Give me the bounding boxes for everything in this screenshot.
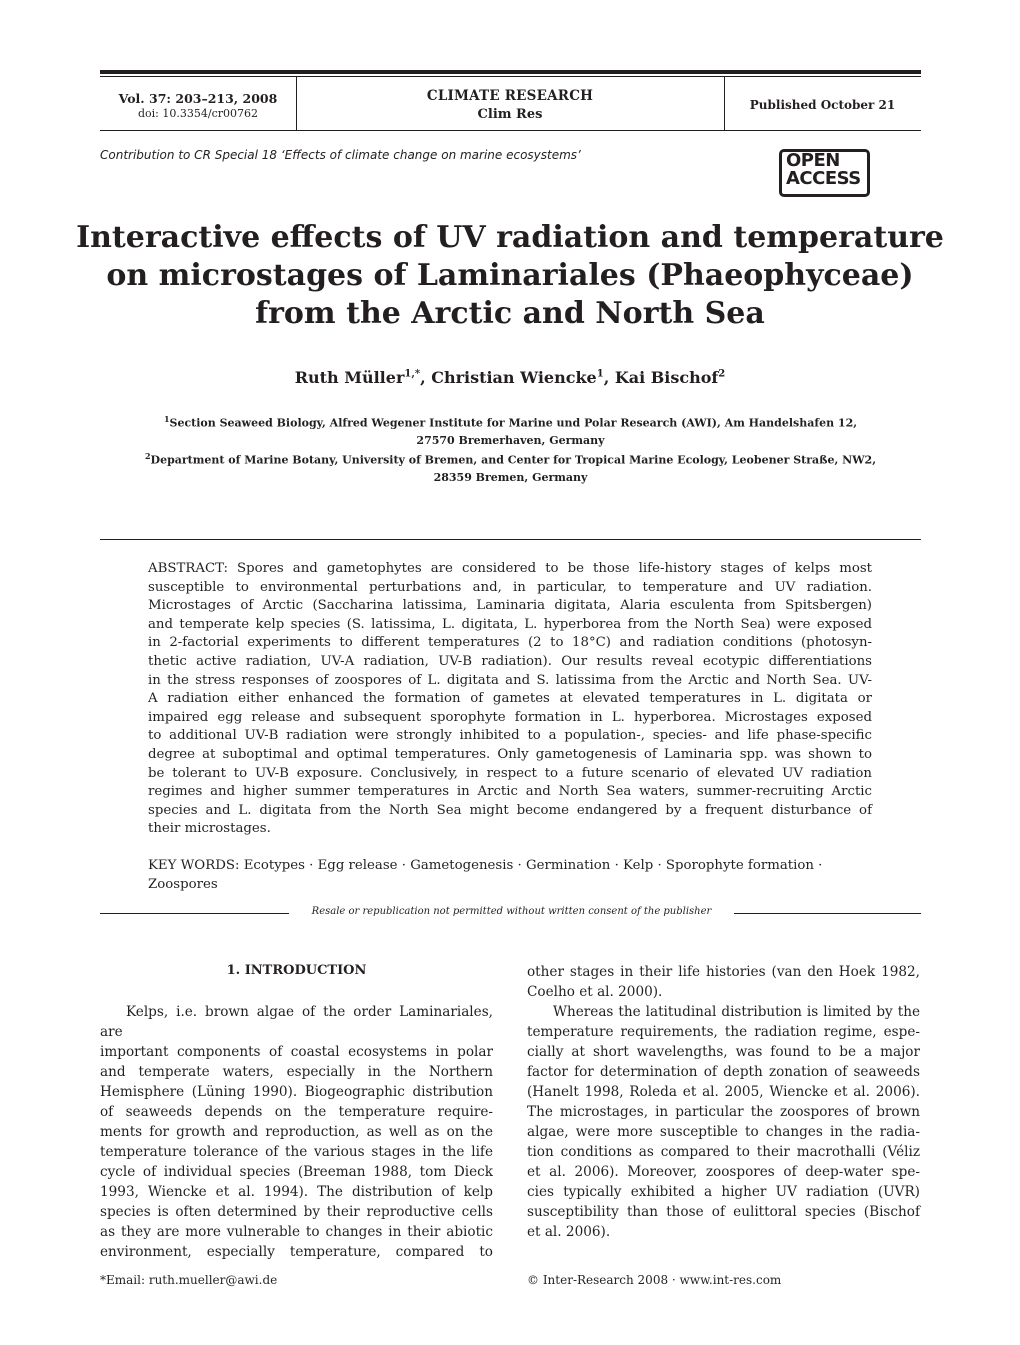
affiliation-2 xyxy=(100,448,921,486)
title-line-2: on microstages of Laminariales (Phaeophyceae) xyxy=(106,258,914,293)
body-line: ments for growth and reproduction, as well as on the xyxy=(100,1124,493,1140)
abstract-line: A radiation either enhanced the formation of gametes at elevated temperatures in L. digitata or xyxy=(148,691,872,707)
abstract-line: in the stress responses of zoospores of L. digitata and S. latissima from the Arctic and North Sea. UV- xyxy=(148,672,872,688)
body-line: Coelho et al. 2000). xyxy=(527,984,663,1000)
abstract-line: ABSTRACT: Spores and gametophytes are considered to be those life-history stages of kelps most xyxy=(148,561,872,576)
body-line: susceptibility than those of eulittoral species (Bischof xyxy=(527,1204,920,1220)
affiliation-1-line-2: 27570 Bremerhaven, Germany xyxy=(416,433,605,447)
body-line: (Hanelt 1998, Roleda et al. 2005, Wiencke et al. 2006). xyxy=(527,1084,920,1100)
body-line: algae, were more susceptible to changes in the radia- xyxy=(527,1124,920,1140)
body-line: temperature tolerance of the various stages in the life xyxy=(100,1144,493,1160)
published-date: Published October 21 xyxy=(749,98,896,112)
abstract-line: and temperate kelp species (S. latissima, L. digitata, L. hyperborea from the North Sea) were exposed xyxy=(148,616,872,632)
author-separator: , xyxy=(603,368,615,387)
title-line-3: from the Arctic and North Sea xyxy=(255,296,765,331)
body-line: cycle of individual species (Breeman 1988, tom Dieck xyxy=(100,1164,493,1180)
body-line: Whereas the latitudinal distribution is limited by the xyxy=(553,1004,920,1020)
resale-rule-left xyxy=(100,913,289,914)
affiliation-2-line-2: 28359 Bremen, Germany xyxy=(433,470,588,484)
body-line: species is often determined by their reproductive cells xyxy=(100,1204,493,1220)
abstract-line: thetic active radiation, UV-A radiation, UV-B radiation). Our results reveal ecotypic differentiations xyxy=(148,653,872,669)
author-2: Christian Wiencke xyxy=(431,368,597,387)
body-line: The microstages, in particular the zoospores of brown xyxy=(527,1104,920,1120)
body-line: et al. 2006). Moreover, zoospores of deep-water spe- xyxy=(527,1164,920,1180)
keywords-line-2: Zoospores xyxy=(148,876,218,892)
author-1-affil xyxy=(404,369,420,380)
body-line: 1993, Wiencke et al. 1994). The distribution of kelp xyxy=(100,1184,493,1200)
body-line: cies typically exhibited a higher UV radiation (UVR) xyxy=(527,1184,920,1200)
corresponding-email[interactable]: *Email: ruth.mueller@awi.de xyxy=(100,1273,278,1287)
journal-abbrev: Clim Res xyxy=(477,107,543,122)
keywords xyxy=(148,857,872,894)
body-line: and temperate waters, especially in the Northern xyxy=(100,1064,493,1080)
open-access-logo-text-2: ACCESS xyxy=(786,168,861,189)
body-line: other stages in their life histories (van den Hoek 1982, xyxy=(527,964,920,980)
body-line: important components of coastal ecosystems in polar xyxy=(100,1044,493,1060)
copyright-notice: © Inter-Research 2008 · www.int-res.com xyxy=(527,1273,782,1287)
abstract-line: species and L. digitata from the North Sea might become endangered by a frequent disturbance of xyxy=(148,802,872,818)
contribution-note: Contribution to CR Special 18 ‘Effects of climate change on marine ecosystems’ xyxy=(100,148,581,162)
affiliation-1-line-1: Section Seaweed Biology, Alfred Wegener Institute for Marine und Polar Research (AWI), Am Handelshafen 12, xyxy=(169,416,858,430)
affiliation-2-num: 2 xyxy=(144,451,151,461)
title-line-1: Interactive effects of UV radiation and temperature xyxy=(76,220,944,255)
abstract xyxy=(148,560,872,839)
abstract-line: susceptible to environmental perturbations and, in particular, to temperature and UV radiation. xyxy=(148,579,872,595)
abstract-line: in 2-factorial experiments to different temperatures (2 to 18°C) and radiation conditions (photosyn- xyxy=(148,635,872,651)
header-top-rule xyxy=(100,70,921,74)
body-line: cially at short wavelengths, was found to be a major xyxy=(527,1044,920,1060)
resale-rule-right xyxy=(734,913,921,914)
abstract-line: to additional UV-B radiation were strongly inhibited to a population-, species- and life phase-specific xyxy=(148,728,872,744)
body-line: as they are more vulnerable to changes in their abiotic xyxy=(100,1224,493,1240)
affiliation-1 xyxy=(100,411,921,449)
body-line: Kelps, i.e. brown algae of the order Laminariales, are xyxy=(100,1004,493,1040)
body-line: temperature requirements, the radiation regime, espe- xyxy=(527,1024,920,1040)
volume-info: Vol. 37: 203–213, 2008 xyxy=(118,91,278,106)
header-thin-rule xyxy=(100,76,921,77)
doi[interactable]: doi: 10.3354/cr00762 xyxy=(138,107,258,120)
keywords-line-1: KEY WORDS: Ecotypes · Egg release · Gametogenesis · Germination · Kelp · Sporophyte formation · xyxy=(148,858,823,873)
open-access-logo-text-1: OPEN xyxy=(786,150,840,171)
body-column-right xyxy=(527,962,920,1242)
body-line: et al. 2006). xyxy=(527,1224,611,1240)
author-3-affil: 2 xyxy=(718,368,726,380)
abstract-line: be tolerant to UV-B exposure. Conclusively, in respect to a future scenario of elevated UV radiation xyxy=(148,765,872,781)
body-line: factor for determination of depth zonation of seaweeds xyxy=(527,1064,920,1080)
affiliation-1-num: 1 xyxy=(163,414,170,424)
abstract-line: their microstages. xyxy=(148,821,271,837)
affiliation-2-line-1: Department of Marine Botany, University of Bremen, and Center for Tropical Marine Ecology, Leobener Straße, NW2, xyxy=(150,453,877,467)
author-list xyxy=(60,368,960,387)
abstract-line: regimes and higher summer temperatures in Arctic and North Sea waters, summer-recruiting Arctic xyxy=(148,784,872,800)
author-3: Kai Bischof xyxy=(614,368,719,387)
journal-name: CLIMATE RESEARCH xyxy=(426,88,594,104)
abstract-line: Microstages of Arctic (Saccharina latissima, Laminaria digitata, Alaria esculenta from Spitsbergen) xyxy=(148,598,872,614)
resale-notice: Resale or republication not permitted without written consent of the publisher xyxy=(311,906,712,917)
body-line: tion conditions as compared to their macrothalli (Véliz xyxy=(527,1144,920,1160)
corresponding-star: * xyxy=(414,368,421,380)
article-title xyxy=(60,219,960,333)
author-2-affil: 1 xyxy=(596,368,604,380)
body-line: of seaweeds depends on the temperature require- xyxy=(100,1104,493,1120)
header-bottom-rule xyxy=(100,130,921,131)
abstract-top-rule xyxy=(100,539,921,540)
body-line: Hemisphere (Lüning 1990). Biogeographic distribution xyxy=(100,1084,493,1100)
body-column-left xyxy=(100,1002,493,1262)
abstract-line: impaired egg release and subsequent sporophyte formation in L. hyperborea. Microstages exposed xyxy=(148,709,872,725)
section-heading-introduction: 1. INTRODUCTION xyxy=(226,963,367,978)
abstract-line: degree at suboptimal and optimal temperatures. Only gametogenesis of Laminaria spp. was shown to xyxy=(148,746,872,762)
author-1: Ruth Müller xyxy=(294,368,405,387)
author-1-affil-num: 1, xyxy=(404,368,415,380)
author-separator: , xyxy=(420,368,432,387)
body-line: environment, especially temperature, compared to xyxy=(100,1244,493,1260)
